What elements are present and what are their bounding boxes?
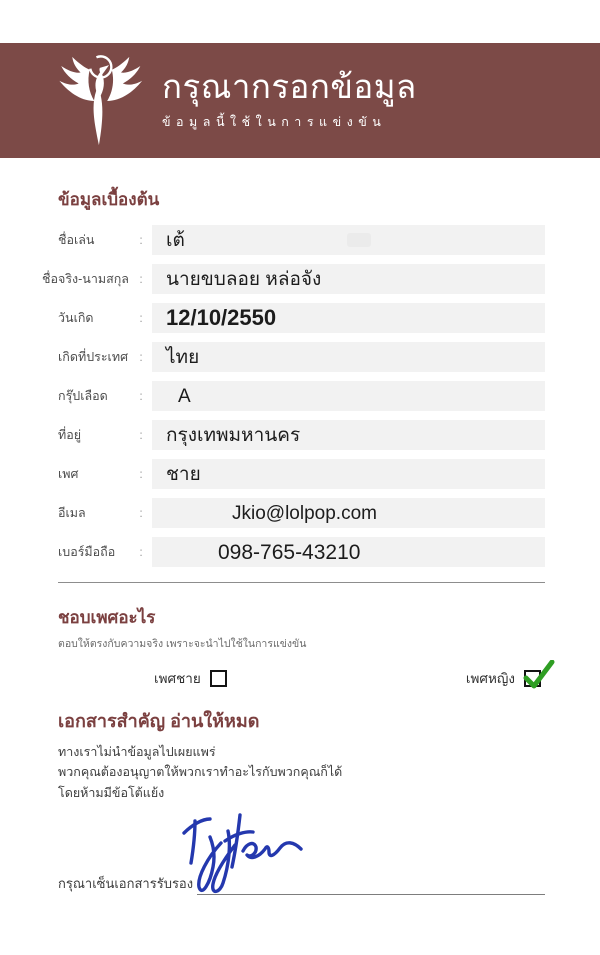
separator: :	[139, 350, 143, 364]
option-female	[466, 667, 541, 689]
phone-value: 098-765-43210	[218, 540, 361, 564]
birth-country-input[interactable]	[152, 342, 545, 372]
checkbox-male[interactable]	[210, 670, 227, 687]
document-term-line: ทางเราไม่นำข้อมูลไปเผยแพร่	[58, 745, 216, 759]
birth-country-value: ไทย	[166, 346, 200, 368]
document-term-line: โดยห้ามมีข้อโต้แย้ง	[58, 785, 165, 800]
basic-info-fields	[42, 225, 545, 567]
preference-note: ตอบให้ตรงกับความจริง เพราะจะนำไปใช้ในการแข่งขัน	[58, 638, 307, 650]
phoenix-logo-icon	[52, 52, 144, 150]
nickname-label: ชื่อเล่น	[58, 233, 95, 247]
email-label: อีเมล	[58, 506, 86, 520]
field-row-nickname	[58, 225, 545, 255]
fullname-input[interactable]	[152, 264, 545, 294]
option-male	[154, 667, 227, 689]
phone-label: เบอร์มือถือ	[58, 545, 116, 559]
checkmark-icon	[523, 660, 555, 690]
nickname-input[interactable]	[152, 225, 545, 255]
separator: :	[139, 272, 143, 286]
separator: :	[139, 428, 143, 442]
form-title: กรุณากรอกข้อมูล	[162, 67, 417, 105]
separator: :	[139, 311, 143, 325]
field-row-fullname	[42, 264, 545, 294]
nickname-value: เต้	[166, 229, 185, 251]
field-row-blood-type	[58, 381, 545, 411]
option-female-label: เพศหญิง	[465, 671, 515, 686]
document-term-line: พวกคุณต้องอนุญาตให้พวกเราทำอะไรกับพวกคุณก็ได้	[58, 765, 343, 780]
field-row-birth-country	[58, 342, 545, 372]
birthdate-label: วันเกิด	[58, 311, 94, 325]
field-row-birthdate	[58, 303, 545, 333]
blood-type-input[interactable]	[152, 381, 545, 411]
document-terms	[58, 742, 545, 803]
section-title-preference: ชอบเพศอะไร	[58, 608, 156, 627]
blood-type-label: กรุ๊ปเลือด	[58, 389, 108, 403]
option-male-label: เพศชาย	[154, 671, 201, 686]
separator: :	[139, 467, 143, 481]
phone-input[interactable]	[152, 537, 545, 567]
section-divider	[58, 582, 545, 583]
section-title-document: เอกสารสำคัญ อ่านให้หมด	[58, 711, 260, 731]
address-value: กรุงเทพมหานคร	[166, 424, 301, 446]
separator: :	[139, 389, 143, 403]
preference-options	[58, 667, 545, 689]
address-label: ที่อยู่	[58, 428, 82, 442]
blood-type-value: A	[178, 385, 191, 407]
field-row-email	[58, 498, 545, 528]
birthdate-input[interactable]	[152, 303, 545, 333]
separator: :	[139, 545, 143, 559]
fullname-label: ชื่อจริง-นามสกุล	[42, 272, 129, 286]
sex-input[interactable]	[152, 459, 545, 489]
fullname-value: นายขบลอย หล่อจัง	[166, 268, 322, 290]
signature-label: กรุณาเซ็นเอกสารรับรอง	[58, 875, 194, 891]
email-value: Jkio@lolpop.com	[232, 502, 377, 524]
checkbox-female[interactable]	[524, 670, 541, 687]
address-input[interactable]	[152, 420, 545, 450]
handwritten-signature	[170, 807, 320, 919]
signature-zone	[58, 845, 545, 955]
birthdate-value: 12/10/2550	[166, 305, 277, 330]
faint-watermark	[347, 233, 371, 247]
header-banner	[0, 43, 600, 158]
form-subtitle: ข้อมูลนี้ใช้ในการแข่งขัน	[162, 115, 387, 130]
separator: :	[139, 506, 143, 520]
field-row-address	[58, 420, 545, 450]
sex-label: เพศ	[58, 467, 79, 481]
field-row-sex	[58, 459, 545, 489]
section-title-basic-info: ข้อมูลเบื้องต้น	[58, 190, 160, 209]
email-input[interactable]	[152, 498, 545, 528]
separator: :	[139, 233, 143, 247]
birth-country-label: เกิดที่ประเทศ	[58, 350, 129, 364]
sex-value: ชาย	[166, 463, 201, 485]
field-row-phone	[58, 537, 545, 567]
